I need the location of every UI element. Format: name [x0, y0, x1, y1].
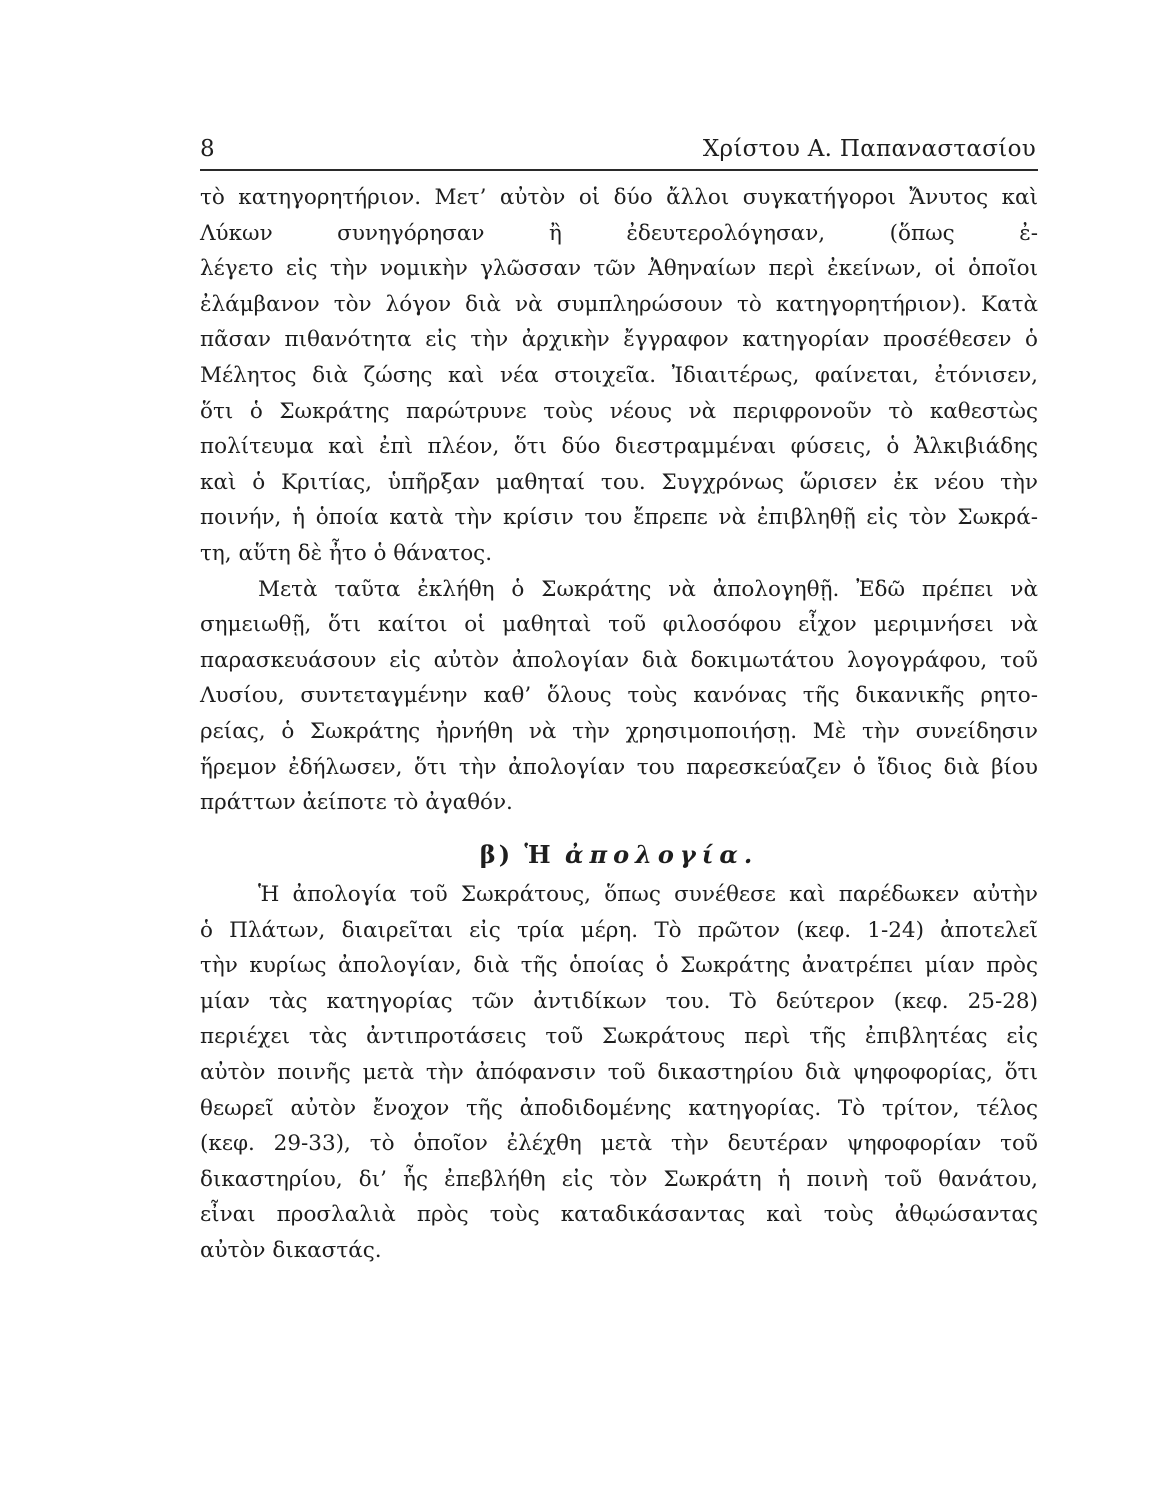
- page-header: [200, 128, 1038, 168]
- text-line: καὶ ὁ Κριτίας, ὑπῆρξαν μαθηταί του. Συγχρόνως ὥρισεν ἐκ νέου τὴν: [200, 469, 1038, 495]
- text-line: θεωρεῖ αὐτὸν ἔνοχον τῆς ἀποδιδομένης κατηγορίας. Τὸ τρίτον, τέλος: [200, 1095, 1038, 1121]
- header-rule: [200, 169, 1038, 171]
- text-line: αὐτὸν ποινῆς μετὰ τὴν ἀπόφανσιν τοῦ δικαστηρίου διὰ ψηφοφορίας, ὅτι: [200, 1059, 1038, 1085]
- page-number: 8: [200, 136, 215, 162]
- text-line: Λύκων συνηγόρησαν ἢ ἐδευτερολόγησαν, (ὅπως ἐ-: [200, 220, 1038, 246]
- section-label: β) Ἡ: [479, 840, 554, 869]
- running-head: Χρίστου Α. Παπαναστασίου: [702, 136, 1036, 162]
- text-line: μίαν τὰς κατηγορίας τῶν ἀντιδίκων του. Τὸ δεύτερον (κεφ. 25-28): [200, 988, 1038, 1014]
- body-text-section: [200, 877, 1038, 1269]
- text-line: πολίτευμα καὶ ἐπὶ πλέον, ὅτι δύο διεστραμμέναι φύσεις, ὁ Ἀλκιβιάδης: [200, 434, 1038, 460]
- text-line: ὁ Πλάτων, διαιρεῖται εἰς τρία μέρη. Τὸ πρῶτον (κεφ. 1-24) ἀποτελεῖ: [200, 917, 1038, 943]
- text-line: δικαστηρίου, δι’ ἧς ἐπεβλήθη εἰς τὸν Σωκράτη ἡ ποινὴ τοῦ θανάτου,: [200, 1166, 1038, 1192]
- paragraph-3: [200, 877, 1038, 1269]
- text-line: αὐτὸν δικαστάς.: [200, 1237, 382, 1263]
- section-title: [200, 840, 1038, 869]
- text-line: ἥρεμον ἐδήλωσεν, ὅτι τὴν ἀπολογίαν του παρεσκεύαζεν ὁ ἴδιος διὰ βίου: [200, 754, 1038, 780]
- text-line: παρασκευάσουν εἰς αὐτὸν ἀπολογίαν διὰ δοκιμωτάτου λογογράφου, τοῦ: [200, 647, 1038, 673]
- text-line: τὸ κατηγορητήριον. Μετ’ αὐτὸν οἱ δύο ἄλλοι συγκατήγοροι Ἄνυτος καὶ: [200, 185, 1038, 210]
- text-line: τη, αὕτη δὲ ἦτο ὁ θάνατος.: [200, 540, 493, 566]
- text-line: Ἡ ἀπολογία τοῦ Σωκράτους, ὅπως συνέθεσε καὶ παρέδωκεν αὐτὴν: [258, 882, 1038, 907]
- text-line: περιέχει τὰς ἀντιπροτάσεις τοῦ Σωκράτους περὶ τῆς ἐπιβλητέας εἰς: [200, 1024, 1038, 1050]
- text-line: σημειωθῇ, ὅτι καίτοι οἱ μαθηταὶ τοῦ φιλοσόφου εἶχον μεριμνήσει νὰ: [200, 612, 1038, 638]
- text-line: Μέλητος διὰ ζώσης καὶ νέα στοιχεῖα. Ἰδιαιτέρως, φαίνεται, ἐτόνισεν,: [200, 362, 1038, 388]
- text-line: ρείας, ὁ Σωκράτης ἠρνήθη νὰ τὴν χρησιμοποιήσῃ. Μὲ τὴν συνείδησιν: [200, 718, 1038, 744]
- text-line: ἐλάμβανον τὸν λόγον διὰ νὰ συμπληρώσουν τὸ κατηγορητήριον). Κατὰ: [200, 291, 1038, 317]
- text-line: Λυσίου, συντεταγμένην καθ’ ὅλους τοὺς κανόνας τῆς δικανικῆς ρητο-: [200, 683, 1038, 709]
- text-line: εἶναι προσλαλιὰ πρὸς τοὺς καταδικάσαντας καὶ τοὺς ἀθῳώσαντας: [200, 1202, 1038, 1228]
- text-line: ποινήν, ἡ ὁποία κατὰ τὴν κρίσιν του ἔπρεπε νὰ ἐπιβληθῇ εἰς τὸν Σωκρά-: [200, 505, 1038, 531]
- text-line: πράττων ἀείποτε τὸ ἀγαθόν.: [200, 790, 513, 816]
- body-text: [200, 180, 1038, 821]
- section-title-word: ἀπολογία.: [565, 840, 759, 869]
- text-line: Μετὰ ταῦτα ἐκλήθη ὁ Σωκράτης νὰ ἀπολογηθῇ. Ἐδῶ πρέπει νὰ: [258, 576, 1038, 602]
- text-line: ὅτι ὁ Σωκράτης παρώτρυνε τοὺς νέους νὰ περιφρονοῦν τὸ καθεστὼς: [200, 398, 1038, 424]
- text-line: τὴν κυρίως ἀπολογίαν, διὰ τῆς ὁποίας ὁ Σωκράτης ἀνατρέπει μίαν πρὸς: [200, 953, 1038, 979]
- text-line: πᾶσαν πιθανότητα εἰς τὴν ἀρχικὴν ἔγγραφον κατηγορίαν προσέθεσεν ὁ: [200, 327, 1038, 353]
- text-line: λέγετο εἰς τὴν νομικὴν γλῶσσαν τῶν Ἀθηναίων περὶ ἐκείνων, οἱ ὁποῖοι: [200, 256, 1038, 282]
- text-line: (κεφ. 29-33), τὸ ὁποῖον ἐλέχθη μετὰ τὴν δευτέραν ψηφοφορίαν τοῦ: [200, 1131, 1038, 1157]
- paragraph-2: [200, 572, 1038, 821]
- paragraph-1: [200, 180, 1038, 572]
